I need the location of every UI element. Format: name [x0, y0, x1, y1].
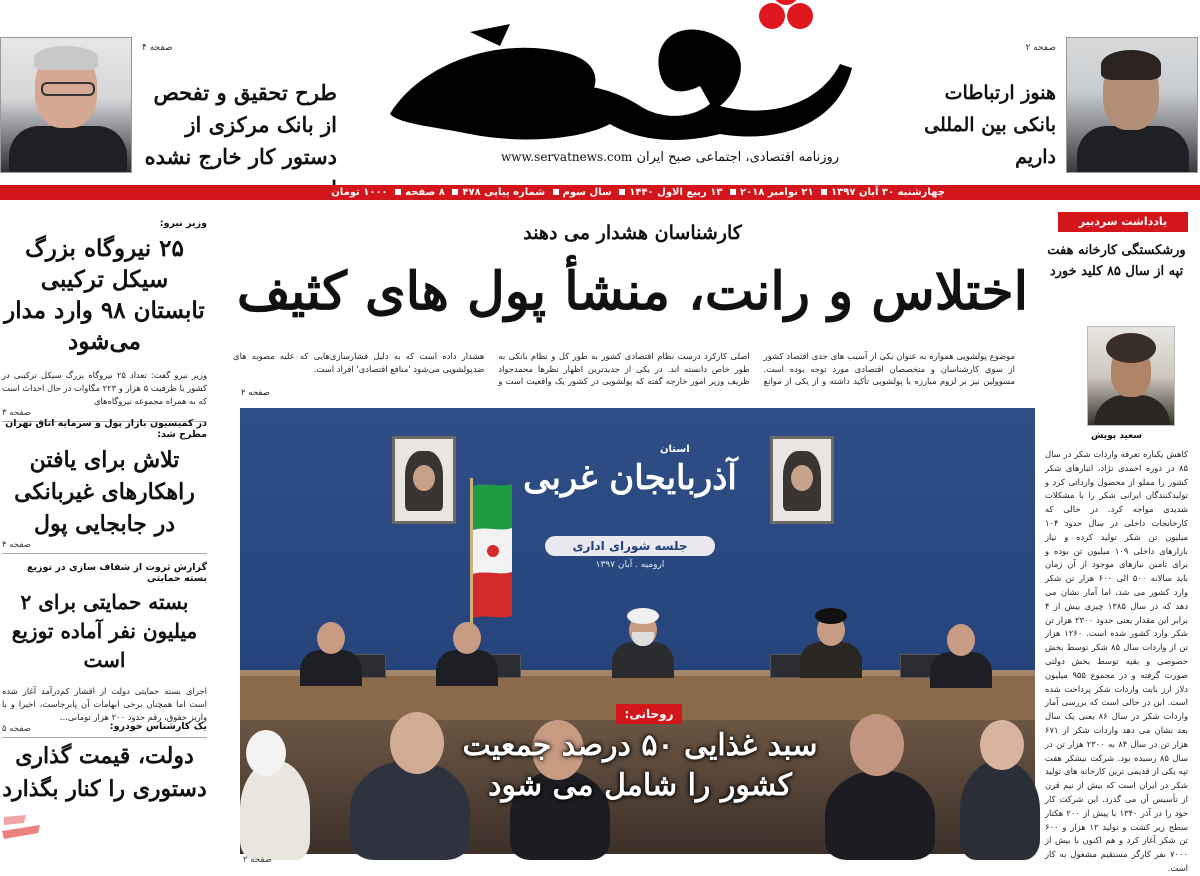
story-non-bank-solutions[interactable] — [2, 418, 207, 554]
dateline-pages: ۸ صفحه — [405, 187, 445, 198]
banner-small-label: استان — [660, 444, 690, 455]
dateline-day: چهارشنبه ۳۰ آبان ۱۳۹۷ — [831, 187, 945, 198]
story-headline[interactable]: ۲۵ نیروگاه بزرگ سیکل ترکیبی تابستان ۹۸ وارد مدار می‌شود — [4, 235, 205, 355]
photo-quote-headline[interactable]: سبد غذایی ۵۰ درصد جمعیت کشور را شامل می شود — [462, 728, 818, 803]
ear-right-title[interactable]: هنوز ارتباطات بانکی بین المللی داریم — [924, 82, 1056, 168]
dateline-hijri: ۱۳ ربیع الاول ۱۴۴۰ — [629, 187, 723, 198]
banner-subtitle: جلسه شورای اداری — [545, 536, 715, 556]
website-link[interactable]: www.servatnews.com — [500, 150, 633, 164]
editorial-column — [1045, 212, 1189, 873]
divider — [2, 553, 207, 554]
masthead — [0, 0, 1200, 185]
official-2 — [436, 622, 498, 684]
official-5 — [930, 624, 992, 686]
editorial-body: کاهش یکباره تعرفه واردات شکر در سال ۸۵ در دوره احمدی نژاد، انبارهای شکر کشور را مملو از محصول وارداتی کرد و تولیدکنندگان ایرانی شکر را با مشکلات شدیدی مواجه کرد. در حالی که کارخانجات داخلی در سال حدود ۱۰۴ میلیون تن شکر تولید کرده و نیاز بازارهای داخلی ۱۰۹ میلیون تن بوده و برای تامین نیازهای موجود از آن زمان باید سالانه ۵۰۰ الی ۶۰۰ هزار تن شکر وارد کشور می شد، اما آمار نشان می دهد که در سال ۱۳۸۵ چیزی بیش از ۴ برابر این مقدار یعنی حدود ۲۳۰۰ هزار تن شکر وارد کشور شده است. ۱۲۶۰ هزار تن از واردات سال ۸۵ شکر توسط بخش خصوصی و بقیه توسط بخش دولتی صورت گرفته و در مجموع ۹۵۵ میلیون دلار ارز بابت واردات شکر پرداخت شده است. این در حالی است که بررسی آمار واردات شکر در سال ۸۶ یعنی یک سال بعد نشان می دهد واردات شکر از ۶۷۱ هزار تن در سال ۸۴ به ۲۳۰۰ هزار تن در سال ۸۵ رسیده بود. شرکت نیشکر هفت تپه یکی از قدیمی ترین کارخانه های تولید شکر در ایران است که بیش از نیم قرن از تأسیس آن می گذرد. این شرکت کار خود را در آذر ۱۳۴۰ با پیش از ۲۰۰ هکتار سطح زیر کشت و تولید ۱۲ هزار و ۶۰۰ تن شکر آغاز کرد و هم اکنون با بیش از ۷۰۰۰ نفر کارگر مستقیم مشغول به کار است. — [1045, 449, 1189, 873]
banner-title: آذربایجان غربی — [523, 458, 737, 498]
ear-left-story[interactable] — [0, 33, 340, 173]
banner-date: ارومیه . آبان ۱۳۹۷ — [595, 560, 665, 570]
main-story-kicker: کارشناسان هشدار می دهند — [523, 222, 742, 244]
editorial-author-photo — [1087, 326, 1175, 426]
story-support-package[interactable] — [2, 562, 207, 738]
news-column-left — [2, 218, 207, 867]
story-kicker: وزیر نیرو: — [159, 218, 207, 229]
story-page: صفحه ۵ — [2, 724, 31, 734]
dateline-year: سال سوم — [562, 187, 612, 198]
dateline-price: ۱۰۰۰ تومان — [331, 187, 388, 198]
portrait-frame-left — [392, 436, 456, 524]
newspaper-logo[interactable] — [360, 0, 860, 144]
story-kicker: گزارش ثروت از شفاف سازی در توزیع بسته حمایتی — [26, 562, 207, 584]
ear-left-title[interactable]: طرح تحقیق و تفحص از بانک مرکزی از دستور کار خارج نشده — [144, 80, 337, 169]
editorial-title[interactable]: ورشکستگی کارخانه هفت تپه از سال ۸۵ کلید خورد — [1047, 243, 1186, 279]
photo-page: صفحه ۲ — [243, 855, 272, 865]
official-1 — [300, 622, 362, 684]
main-story-page: صفحه ۲ — [241, 388, 270, 398]
editorial-label: یادداشت سردبیر — [1058, 212, 1188, 232]
main-story — [225, 212, 1040, 867]
event-banner — [510, 438, 750, 578]
story-kicker: در کمیسیون بازار پول و سرمایه اتاق تهران مطرح شد: — [5, 418, 207, 440]
story-kicker: یک کارشناس خودرو: — [109, 721, 207, 732]
dateline-gregorian: ۲۱ نوامبر ۲۰۱۸ — [740, 187, 814, 198]
ear-right-photo — [1066, 37, 1198, 173]
editorial-author: سعید پویش — [1090, 431, 1143, 441]
ear-left-photo — [0, 37, 132, 173]
quote-kicker: روحانی: — [616, 704, 682, 724]
portrait-frame-right — [770, 436, 834, 524]
main-story-lead: موضوع پولشویی همواره به عنوان یکی از آسیب های جدی اقتصاد کشور از سوی کارشناسان و متخصصان اقتصادی مورد توجه بوده است. مسوولین نیز بر لزوم مبارزه با پولشویی تأکید داشته و از یکی از موانع اصلی کارکرد درست نظام اقتصادی کشور به طور کل و نظام بانکی به طور خاص دانسته اند. در یکی از جدیدترین اظهار نظرها محمدجواد ظریف وزیر امور خارجه گفته که پولشویی در کشور یک واقعیت است و هشدار داده است که به دلیل فشارسازی‌هایی که علیه مصوبه های ضدپولشویی می‌شود 'منافع اقتصادی' افراد است. — [233, 351, 1015, 387]
tagline — [385, 150, 945, 165]
official-4 — [800, 614, 862, 676]
story-headline[interactable]: بسته حمایتی برای ۲ میلیون نفر آماده توزیع است — [11, 590, 198, 672]
main-headline[interactable]: اختلاس و رانت، منشأ پول های کثیف — [236, 261, 1029, 322]
story-page: صفحه ۳ — [2, 408, 31, 418]
story-power-plants[interactable] — [2, 218, 207, 422]
watermark-logo-icon — [0, 803, 44, 843]
dateline-issue: شماره پیاپی ۴۷۸ — [462, 187, 546, 198]
ear-left-page: صفحه ۴ — [142, 43, 173, 53]
main-photo[interactable] — [240, 408, 1035, 854]
dateline — [0, 185, 1200, 200]
ear-right-page: صفحه ۲ — [1025, 43, 1056, 53]
story-headline[interactable]: تلاش برای یافتن راهکارهای غیربانکی در جابجایی پول — [14, 447, 195, 537]
story-body: وزیر نیرو گفت: تعداد ۲۵ نیروگاه بزرگ سیکل ترکیبی در کشور با ظرفیت ۵ هزار و ۲۲۳ مگاوات در حال احداث است که به همراه مجموعه نیروگاه‌های — [2, 370, 208, 406]
tagline-text: روزنامه اقتصادی، اجتماعی صبح ایران — [636, 150, 840, 165]
official-speaker — [612, 614, 674, 676]
story-body: اجرای بسته حمایتی دولت از اقشار کم‌درآمد آغاز شده است اما همچنان برخی ابهامات آن پابرجاست، اخیرا و با واریز حقوق، رقم حدود ۲۰۰ هزار تومانی... — [2, 686, 207, 722]
story-car-pricing[interactable] — [2, 721, 207, 806]
story-page: صفحه ۴ — [2, 540, 31, 550]
story-headline[interactable]: دولت، قیمت گذاری دستوری را کنار بگذارد — [2, 743, 207, 802]
